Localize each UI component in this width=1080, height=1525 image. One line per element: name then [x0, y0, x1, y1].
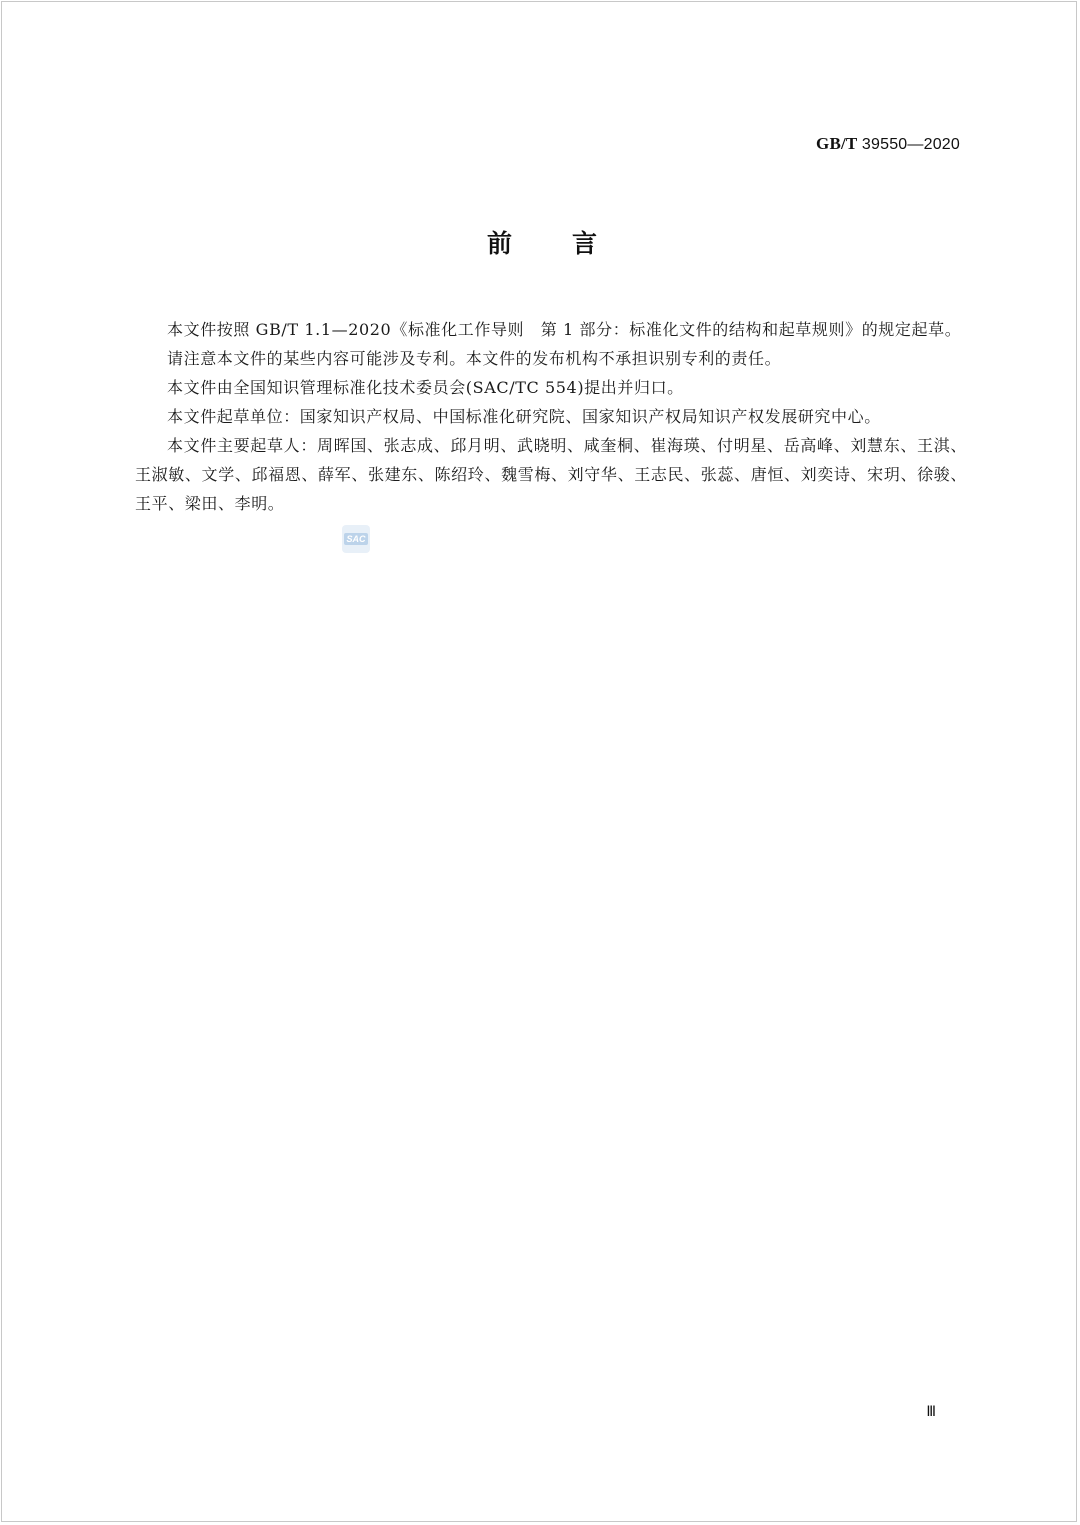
- standard-code: 39550—2020: [861, 136, 960, 153]
- paragraph-drafting-rules: 本文件按照 GB/T 1.1—2020《标准化工作导则 第 1 部分：标准化文件的结构和起草规则》的规定起草。: [167, 320, 962, 339]
- standard-number: [816, 134, 960, 154]
- paragraph-drafting-units: 本文件起草单位：国家知识产权局、中国标准化研究院、国家知识产权局知识产权发展研究中心。: [167, 407, 881, 426]
- paragraph-proposer: 本文件由全国知识管理标准化技术委员会(SAC/TC 554)提出并归口。: [167, 378, 684, 397]
- paragraph-patent-notice: 请注意本文件的某些内容可能涉及专利。本文件的发布机构不承担识别专利的责任。: [167, 349, 782, 368]
- standard-prefix: GB/T: [816, 134, 858, 153]
- foreword-body: [135, 315, 967, 518]
- document-page: [1, 1, 1077, 1522]
- sac-logo-text: SAC: [346, 534, 366, 544]
- page-title: 前言: [486, 229, 657, 258]
- sac-watermark-logo: [342, 525, 370, 553]
- page-number: Ⅲ: [926, 1404, 936, 1420]
- paragraph-drafters: 本文件主要起草人：周晖国、张志成、邱月明、武晓明、咸奎桐、崔海瑛、付明星、岳高峰、刘慧东、王淇、王淑敏、文学、邱福恩、薛军、张建东、陈绍玲、魏雪梅、刘守华、王志民、张蕊、唐恒、刘奕诗、宋玥、徐骏、王平、梁田、李明。: [135, 436, 967, 513]
